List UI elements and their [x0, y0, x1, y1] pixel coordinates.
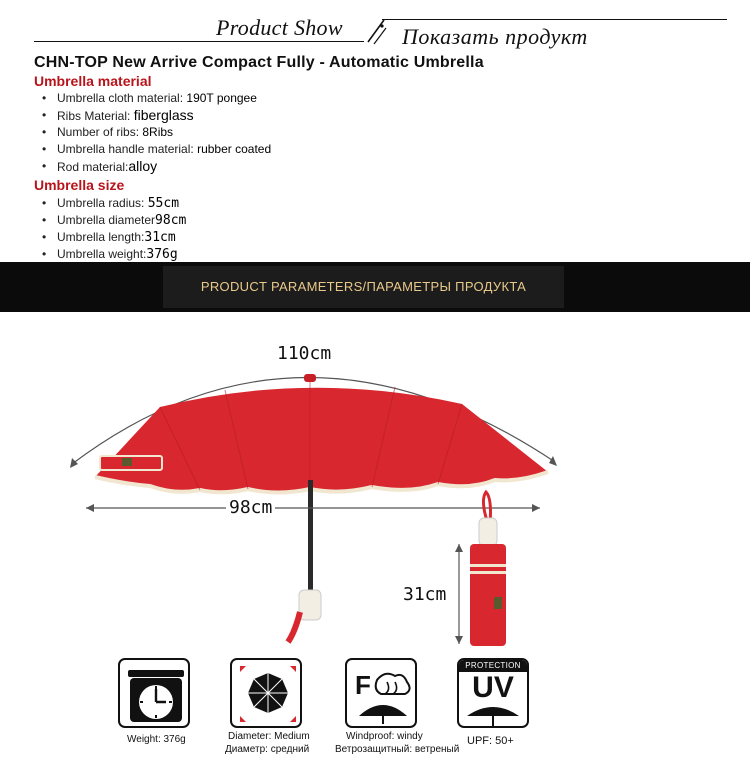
scale-icon: [118, 658, 190, 728]
windproof-caption-ru: Ветрозащитный: ветреный: [335, 744, 460, 755]
uv-badge-main: UV: [472, 671, 514, 704]
spec-value: 376g: [146, 247, 178, 262]
svg-text:F: F: [355, 670, 371, 700]
spec-label: Rod material:: [57, 160, 129, 174]
spec-label: Umbrella cloth material:: [57, 91, 184, 105]
uv-badge-top: PROTECTION: [459, 660, 527, 672]
weight-caption: Weight: 376g: [127, 734, 186, 745]
diameter-caption-en: Diameter: Medium: [228, 731, 310, 742]
header-divider-left: [34, 41, 364, 42]
slash-ornament-icon: [362, 16, 392, 46]
arc-length-label: 110cm: [274, 343, 334, 364]
size-list: [40, 195, 186, 263]
canopy: [95, 388, 548, 493]
spec-label: Umbrella weight:: [57, 247, 147, 261]
material-list: [40, 90, 271, 175]
list-item: [40, 141, 271, 158]
wrist-strap: [288, 612, 300, 642]
closed-umbrella: [470, 492, 506, 646]
section-title-size: Umbrella size: [34, 177, 125, 193]
closed-handle: [479, 518, 497, 546]
list-item: [40, 212, 186, 229]
list-item: [40, 90, 271, 107]
spec-label: Ribs Material:: [57, 109, 131, 123]
spec-label: Umbrella radius:: [57, 196, 145, 210]
uv-icon: [457, 658, 529, 728]
spec-value: rubber coated: [197, 142, 272, 156]
spec-value: 31cm: [144, 230, 176, 245]
spec-label: Umbrella handle material:: [57, 142, 194, 156]
arc-arrow-right: [549, 456, 557, 466]
spec-value: 98cm: [155, 213, 187, 228]
length-label: 31cm: [400, 584, 449, 605]
list-item: [40, 246, 186, 263]
wind-icon: [345, 658, 417, 728]
spec-value: 55cm: [147, 196, 180, 211]
product-show-header: [0, 0, 750, 56]
banner-text: PRODUCT PARAMETERS/ПАРАМЕТРЫ ПРОДУКТА: [200, 279, 527, 294]
spec-value: alloy: [128, 158, 158, 174]
umbrella-diagram: [0, 312, 750, 652]
top-tip: [304, 374, 316, 382]
umbrella-illustration: [0, 312, 750, 652]
list-item: [40, 229, 186, 246]
windproof-caption-en: Windproof: windy: [346, 731, 423, 742]
spec-label: Umbrella diameter: [57, 213, 156, 227]
umbrella-top-icon: [230, 658, 302, 728]
spec-value: 190T pongee: [186, 91, 257, 105]
handle: [299, 590, 321, 620]
diameter-label: 98cm: [226, 497, 275, 518]
list-item: [40, 124, 271, 141]
list-item: [40, 158, 271, 175]
shaft: [308, 480, 313, 590]
header-title-en: Product Show: [216, 15, 343, 40]
diameter-caption-ru: Диаметр: средний: [225, 744, 310, 755]
arc-arrow-left: [70, 458, 78, 468]
spec-label: Umbrella length:: [57, 230, 145, 244]
product-name: CHN-TOP New Arrive Compact Fully - Automatic Umbrella: [34, 54, 484, 71]
list-item: [40, 107, 271, 124]
spec-label: Number of ribs:: [57, 125, 140, 139]
section-title-material: Umbrella material: [34, 73, 152, 89]
banner-panel: [163, 266, 564, 308]
parameters-banner: [0, 262, 750, 312]
spec-value: fiberglass: [133, 107, 194, 123]
closed-canopy: [470, 544, 506, 646]
header-divider-right: [382, 19, 727, 20]
upf-caption: UPF: 50+: [467, 735, 514, 747]
list-item: [40, 195, 186, 212]
header-title-ru: Показать продукт: [402, 24, 588, 49]
spec-value: 8Ribs: [142, 125, 174, 139]
